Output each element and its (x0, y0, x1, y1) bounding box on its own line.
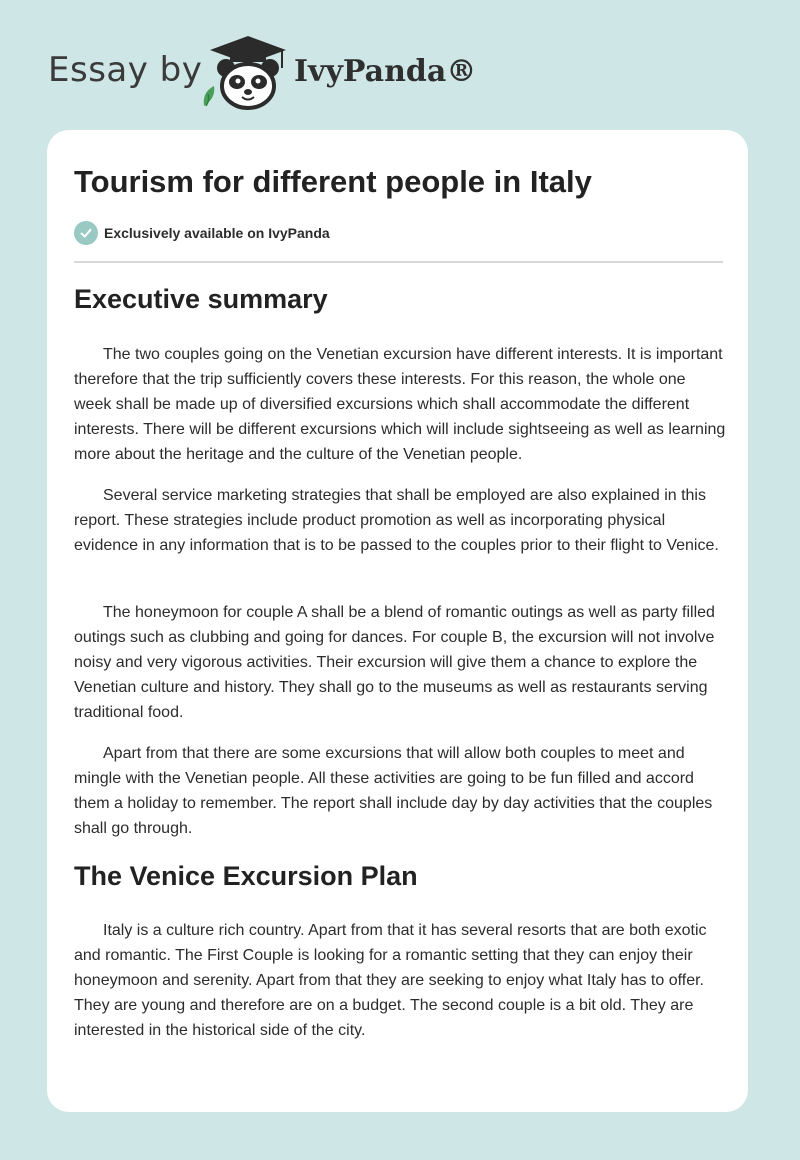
site-header (48, 34, 508, 114)
paragraph: The two couples going on the Venetian excursion have different interests. It is important therefore that the trip sufficiently covers these interests. For this reason, the whole one week shall be made up of diversified excursions which shall accommodate the different interests. There will be different excursions which will include sightseeing as well as learning more about the heritage and the culture of the Venetian people. (74, 346, 726, 463)
paragraph: Apart from that there are some excursions that will allow both couples to meet and mingle with the Venetian people. All these activities are going to be fun filled and accord them a holiday to remember. The report shall include day by day activities that the couples shall go through. (74, 745, 713, 837)
panda-logo-icon[interactable] (200, 34, 296, 110)
page-title: Tourism for different people in Italy (74, 164, 592, 199)
essay-by-label: Essay by (48, 50, 203, 90)
article-card (47, 130, 748, 1112)
section-heading-executive-summary: Executive summary (74, 284, 328, 314)
check-icon (74, 221, 98, 245)
divider (74, 261, 723, 263)
exclusive-badge (74, 221, 330, 245)
section-heading-venice-excursion-plan: The Venice Excursion Plan (74, 861, 418, 891)
badge-text: Exclusively available on IvyPanda (104, 225, 330, 241)
brand-name[interactable]: IvyPanda® (294, 54, 477, 89)
paragraph: Several service marketing strategies that shall be employed are also explained in this report. These strategies include product promotion as well as incorporating physical evidence in any information that is to be passed to the couples prior to their flight to Venice. (74, 487, 719, 554)
paragraph: The honeymoon for couple A shall be a blend of romantic outings as well as party filled outings such as clubbing and going for dances. For couple B, the excursion will not involve noisy and very vigorous activities. Their excursion will give them a chance to explore the Venetian culture and history. They shall go to the museums as well as restaurants serving traditional food. (74, 604, 715, 721)
paragraph: Italy is a culture rich country. Apart from that it has several resorts that are both exotic and romantic. The First Couple is looking for a romantic setting that they can enjoy their honeymoon and serenity. Apart from that they are seeking to enjoy what Italy has to offer. They are young and therefore are on a budget. The second couple is a bit old. They are interested in the historical side of the city. (74, 922, 707, 1039)
